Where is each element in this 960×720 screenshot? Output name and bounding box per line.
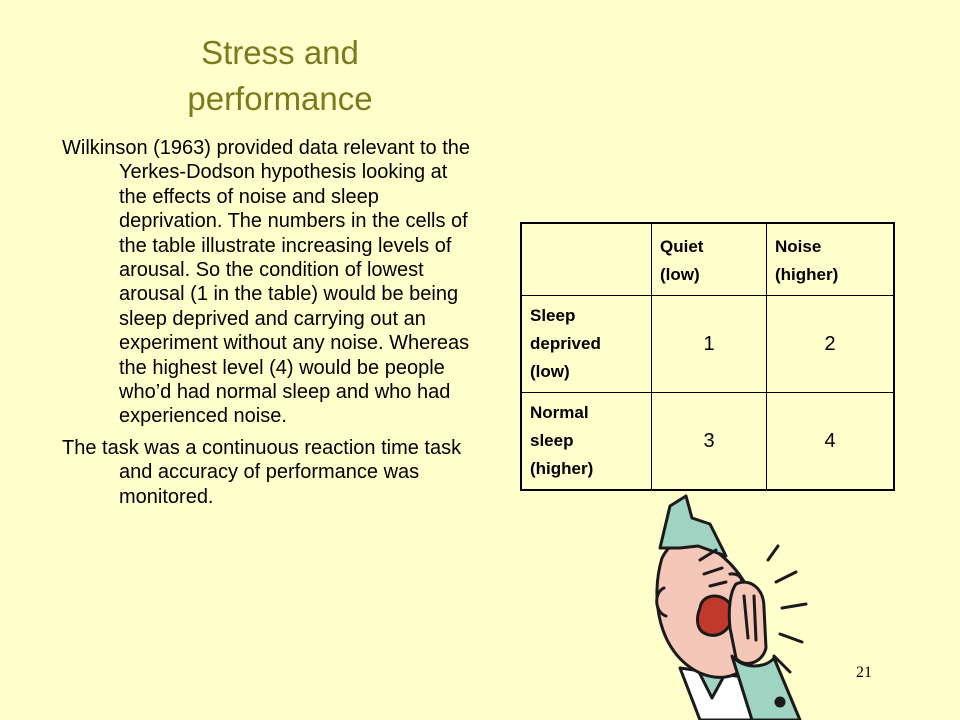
- row-label-normal-sleep: Normal sleep (higher): [521, 393, 652, 491]
- header-noise: Noise (higher): [767, 223, 895, 296]
- title-line-2: performance: [187, 80, 373, 117]
- table-row: [521, 393, 894, 491]
- cell-normal-noise: 4: [767, 393, 895, 491]
- yawning-man-icon: [640, 488, 820, 720]
- page-number: 21: [856, 664, 872, 681]
- table-row: [521, 296, 894, 393]
- slide-title: [90, 30, 470, 122]
- row-label-sleep-deprived: Sleep deprived (low): [521, 296, 652, 393]
- table-header-row: [521, 223, 894, 296]
- cell-deprived-noise: 2: [767, 296, 895, 393]
- cell-deprived-quiet: 1: [652, 296, 767, 393]
- title-line-1: Stress and: [201, 34, 359, 71]
- paragraph-1: Wilkinson (1963) provided data relevant to the Yerkes-Dodson hypothesis looking at the effects of noise and sleep deprivation. The numbers in the cells of the table illustrate increasing levels of arousal. So the condition of lowest arousal (1 in the table) would be being sleep deprived and carrying out an experiment without any noise. Whereas the highest level (4) would be people who’d had normal sleep and who had experienced noise.: [62, 137, 471, 428]
- cell-normal-quiet: 3: [652, 393, 767, 491]
- arousal-table: [520, 222, 895, 491]
- table-corner-cell: [521, 223, 652, 296]
- body-text: [62, 136, 472, 516]
- paragraph-2: The task was a continuous reaction time task and accuracy of performance was monitored.: [62, 436, 462, 508]
- header-quiet: Quiet (low): [652, 223, 767, 296]
